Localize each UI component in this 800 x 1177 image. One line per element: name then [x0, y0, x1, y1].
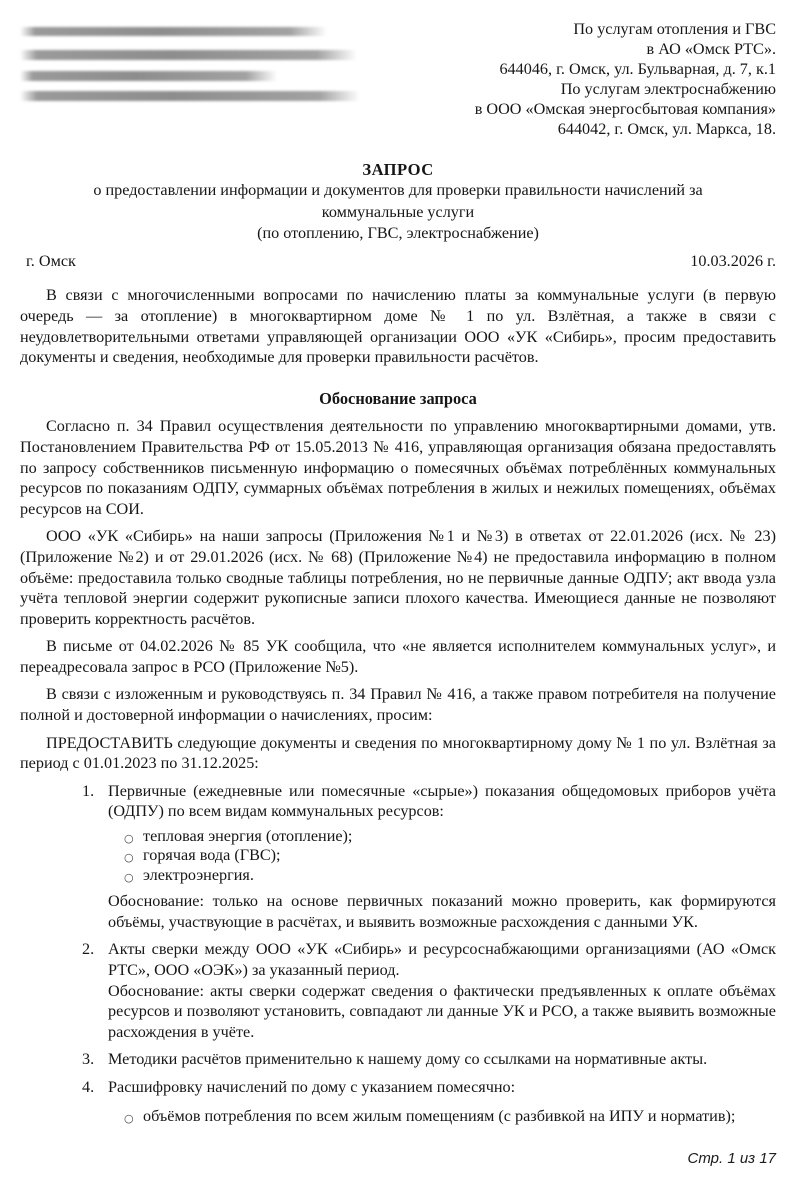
- intro-paragraph: В связи с многочисленными вопросами по начислению платы за коммунальные услуги (в первую очередь — за отопление) в многоквартирном доме № 1 по ул. Взлётная, а также в связи с неудовлетворительными ответами управляющей организации ООО «УК «Сибирь», просим предоставить документы и сведения, необходимые для проверки правильности расчётов.: [20, 286, 776, 367]
- list-item-number: 3.: [82, 1050, 95, 1069]
- sub-bullet-text: электроэнергия.: [143, 865, 254, 884]
- recipient-line: По услугам электроснабжению: [560, 80, 776, 98]
- list-item: [20, 939, 776, 1042]
- list-item: [20, 781, 776, 933]
- circle-bullet-icon: ○: [124, 1111, 134, 1125]
- request-lead-paragraph: ПРЕДОСТАВИТЬ следующие документы и сведения по многоквартирному дому № 1 по ул. Взлётная за период с 01.01.2023 по 31.12.2025:: [20, 733, 776, 773]
- sub-bullet: [108, 846, 776, 865]
- circle-bullet-icon: ○: [124, 870, 134, 884]
- justification-note: Обоснование: акты сверки содержат сведения о фактически предъявленных к оплате объёмах ресурсов и позволяют установить, совпадают ли данные УК и РСО, а также выявить возможные расхождения в учёте.: [108, 981, 776, 1041]
- circle-bullet-icon: ○: [124, 851, 134, 865]
- list-item-text: Методики расчётов применительно к нашему дому со ссылками на нормативные акты.: [108, 1050, 708, 1069]
- sub-bullet: [108, 1107, 776, 1126]
- letter-header: [20, 14, 776, 139]
- section-heading: Обоснование запроса: [319, 388, 477, 408]
- document-title: ЗАПРОС: [362, 160, 434, 179]
- body-paragraph: Согласно п. 34 Правил осуществления деятельности по управлению многоквартирными домами, утв. Постановлением Правительства РФ от 15.05.2013 № 416, управляющая организация обязана предоставлять по запросу собственников письменную информацию о помесячных объёмах потреблённых коммунальных ресурсов по показаниям ОДПУ, суммарных объёмах потребления в жилых и нежилых помещениях, объёмах ресурсов на СОИ.: [20, 417, 776, 518]
- document-subtitle: о предоставлении информации и документов для проверки правильности начислений за коммунальные услуги: [93, 181, 703, 221]
- redacted-text-line: [20, 50, 357, 60]
- list-item-number: 1.: [82, 781, 95, 800]
- recipient-line: По услугам отопления и ГВС: [573, 20, 776, 38]
- sender-redacted-block: [20, 14, 375, 139]
- list-item: [20, 1049, 776, 1070]
- list-item-number: 2.: [82, 940, 95, 959]
- sub-bullet: [108, 827, 776, 846]
- justification-note: Обоснование: только на основе первичных показаний можно проверить, как формируются объёмы, участвующие в расчётах, и выявить возможные расхождения с данными УК.: [108, 892, 776, 931]
- date-label: 10.03.2026 г.: [690, 251, 776, 270]
- list-item-text: Расшифровку начислений по дому с указанием помесячно:: [108, 1078, 516, 1096]
- recipient-line: в АО «Омск РТС».: [646, 40, 776, 58]
- body-paragraph: ООО «УК «Сибирь» на наши запросы (Приложения №1 и №3) в ответах от 22.01.2026 (исх. № 23) (Приложение №2) и от 29.01.2026 (исх. № 68) (Приложение №4) не предоставила информацию в полном объёме: предоставила только сводные таблицы потребления, но не первичные данные ОДПУ; акт ввода узла учёта тепловой энергии содержит рукописные записи плохого качества. Имеющиеся данные не позволяют проверить корректность расчётов.: [20, 527, 776, 628]
- dateline: [20, 251, 776, 272]
- body-paragraph: В письме от 04.02.2026 № 85 УК сообщила, что «не является исполнителем коммунальных услуг», и переадресовала запрос в РСО (Приложение №5).: [20, 637, 776, 676]
- recipient-line: 644042, г. Омск, ул. Маркса, 18.: [557, 120, 776, 138]
- redacted-text-line: [20, 27, 327, 36]
- sub-bullet-text: объёмов потребления по всем жилым помещениям (с разбивкой на ИПУ и норматив);: [143, 1106, 736, 1125]
- redacted-text-line: [20, 91, 360, 101]
- sub-bullet-text: тепловая энергия (отопление);: [143, 827, 353, 846]
- page-number: Стр. 1 из 17: [687, 1150, 776, 1167]
- list-item-text: Акты сверки между ООО «УК «Сибирь» и ресурсоснабжающими организациями (АО «Омск РТС», ООО «ОЭК») за указанный период.: [108, 940, 776, 980]
- sub-bullet-list: [108, 1107, 776, 1126]
- sub-bullet-list: [108, 827, 776, 885]
- recipient-address: [375, 14, 776, 139]
- document-subtitle-services: (по отоплению, ГВС, электроснабжение): [257, 224, 539, 243]
- redacted-text-line: [20, 71, 277, 81]
- city-label: г. Омск: [26, 251, 76, 270]
- sub-bullet: [108, 866, 776, 885]
- list-item-text: Первичные (ежедневные или помесячные «сырые») показания общедомовых приборов учёта (ОДПУ) по всем видам коммунальных ресурсов:: [108, 781, 776, 821]
- list-item-number: 4.: [82, 1078, 95, 1096]
- body-paragraph: В связи с изложенным и руководствуясь п. 34 Правил № 416, а также правом потребителя на получение полной и достоверной информации о начислениях, просим:: [20, 685, 776, 725]
- sub-bullet-text: горячая вода (ГВС);: [143, 846, 281, 865]
- request-list: [20, 781, 776, 1126]
- circle-bullet-icon: ○: [124, 832, 134, 846]
- recipient-line: в ООО «Омская энергосбытовая компания»: [474, 100, 776, 118]
- recipient-line: 644046, г. Омск, ул. Бульварная, д. 7, к.1: [499, 60, 776, 78]
- list-item: [20, 1077, 776, 1126]
